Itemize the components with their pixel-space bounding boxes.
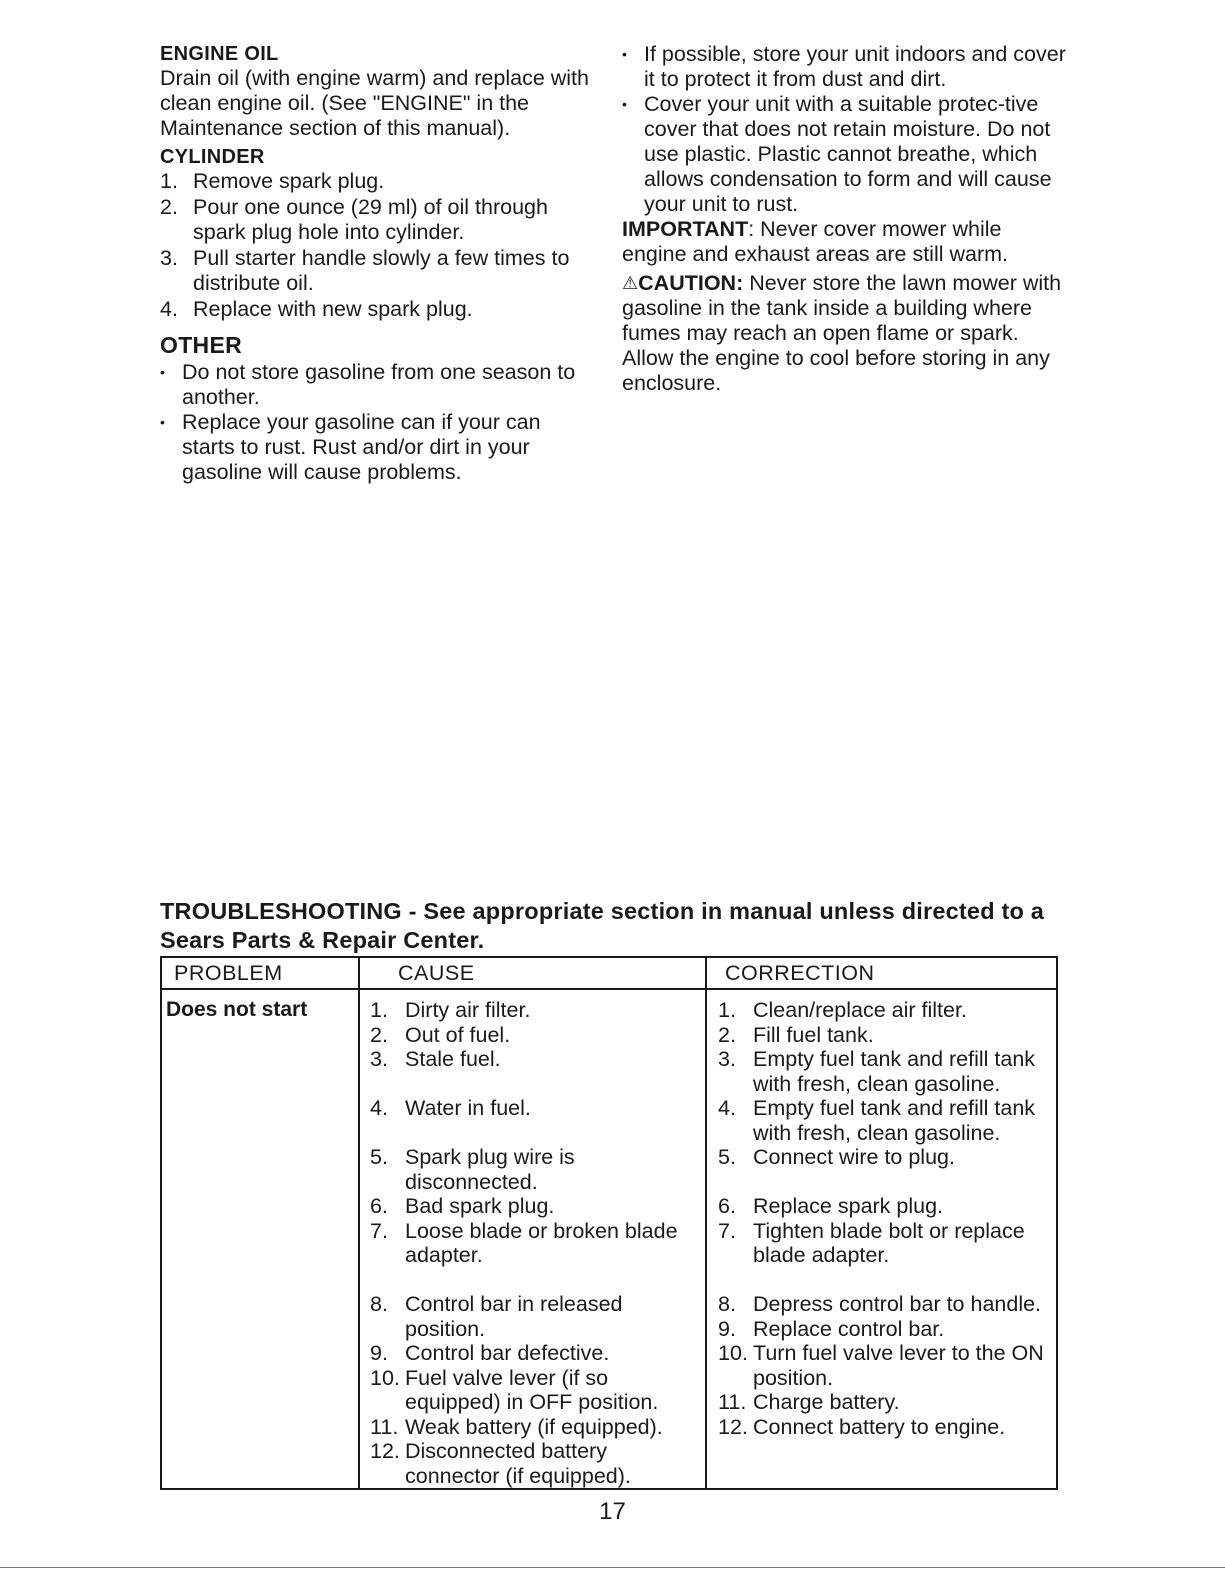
correction-item: 7. Tighten blade bolt or replace blade adapter. <box>718 1218 1025 1267</box>
correction-item: 12. Connect battery to engine. <box>718 1414 1006 1439</box>
engine-oil-heading: ENGINE OIL <box>160 43 279 65</box>
cause-column <box>370 998 700 1488</box>
cause-item: 6. Bad spark plug. <box>370 1194 555 1218</box>
correction-item: 8. Depress control bar to handle. <box>718 1292 1042 1316</box>
troubleshooting-table <box>160 956 1058 1490</box>
header-correction: CORRECTION <box>725 961 875 985</box>
cylinder-step: 3. Pull starter handle slowly a few times to distribute oil. <box>160 246 570 295</box>
correction-item: 4. Empty fuel tank and refill tank with fresh, clean gasoline. <box>718 1096 1036 1145</box>
storage-bullet: • If possible, store your unit indoors and cover it to protect it from dust and dirt. <box>622 42 1066 91</box>
cause-item: 9. Control bar defective. <box>370 1341 610 1365</box>
storage-bullet: • Cover your unit with a suitable protec-tive cover that does not retain moisture. Do not use plastic. Plastic cannot breathe, which allows condensation to form and will cause your unit to rust. <box>622 92 1052 216</box>
cylinder-step: 1. Remove spark plug. <box>160 169 385 193</box>
cause-item: 1. Dirty air filter. <box>370 998 531 1022</box>
bullet-icon: • <box>622 96 627 112</box>
engine-oil-text: Drain oil (with engine warm) and replace with clean engine oil. (See "ENGINE" in the Maintenance section of this manual). <box>160 66 589 140</box>
correction-item: 6. Replace spark plug. <box>718 1194 944 1218</box>
cause-item: 10. Fuel valve lever (if so equipped) in OFF position. <box>370 1365 659 1414</box>
correction-item: 3. Empty fuel tank and refill tank with fresh, clean gasoline. <box>718 1047 1036 1096</box>
cause-item: 11. Weak battery (if equipped). <box>370 1414 663 1439</box>
cylinder-step: 2. Pour one ounce (29 ml) of oil through spark plug hole into cylinder. <box>160 195 548 244</box>
cause-item: 7. Loose blade or broken blade adapter. <box>370 1218 678 1267</box>
cause-item: 2. Out of fuel. <box>370 1022 511 1047</box>
cause-item: 12. Disconnected battery connector (if equipped). <box>370 1439 631 1488</box>
important-note: IMPORTANT: Never cover mower while engine and exhaust areas are still warm. <box>622 217 1009 266</box>
cause-item: 8. Control bar in released position. <box>370 1292 623 1341</box>
bottom-rule <box>0 1567 1225 1568</box>
caution-label: CAUTION: <box>638 271 744 295</box>
other-bullets <box>160 360 590 485</box>
correction-item: 10. Turn fuel valve lever to the ON position. <box>718 1341 1044 1390</box>
storage-bullets <box>622 42 1067 217</box>
correction-item: 5. Connect wire to plug. <box>718 1145 955 1169</box>
cause-item: 5. Spark plug wire is disconnected. <box>370 1145 575 1194</box>
bullet-icon: • <box>160 414 165 430</box>
troubleshooting-title: TROUBLESHOOTING - See appropriate section in manual unless directed to a Sears Parts & Repair Center. <box>160 898 1045 953</box>
header-problem: PROBLEM <box>174 961 283 985</box>
right-column <box>622 42 1067 396</box>
cylinder-heading: CYLINDER <box>160 146 265 168</box>
correction-item: 2. Fill fuel tank. <box>718 1022 874 1047</box>
correction-item: 1. Clean/replace air filter. <box>718 998 967 1022</box>
other-heading: OTHER <box>160 332 242 358</box>
correction-item: 9. Replace control bar. <box>718 1316 945 1341</box>
cylinder-steps <box>160 169 590 322</box>
cause-item: 3. Stale fuel. <box>370 1047 501 1071</box>
other-bullet: • Do not store gasoline from one season to another. <box>160 360 576 409</box>
correction-item: 11. Charge battery. <box>718 1390 900 1414</box>
page-number: 17 <box>599 1498 626 1525</box>
correction-column <box>718 998 1056 1439</box>
header-divider <box>162 988 1056 990</box>
column-divider <box>705 958 707 1488</box>
other-bullet: • Replace your gasoline can if your can starts to rust. Rust and/or dirt in your gasoline will cause problems. <box>160 410 541 484</box>
warning-triangle-icon: ⚠ <box>622 273 639 293</box>
column-divider <box>358 958 360 1488</box>
problem-cell: Does not start <box>166 998 308 1021</box>
left-column <box>160 42 590 485</box>
important-label: IMPORTANT <box>622 217 749 241</box>
bullet-icon: • <box>160 364 165 380</box>
cause-item: 4. Water in fuel. <box>370 1096 531 1120</box>
bullet-icon: • <box>622 46 627 62</box>
header-cause: CAUSE <box>398 961 475 985</box>
caution-note: ⚠CAUTION: Never store the lawn mower with gasoline in the tank inside a building where fumes may reach an open flame or spark. Allow the engine to cool before storing in any enclosure. <box>622 271 1062 395</box>
cylinder-step: 4. Replace with new spark plug. <box>160 297 473 321</box>
